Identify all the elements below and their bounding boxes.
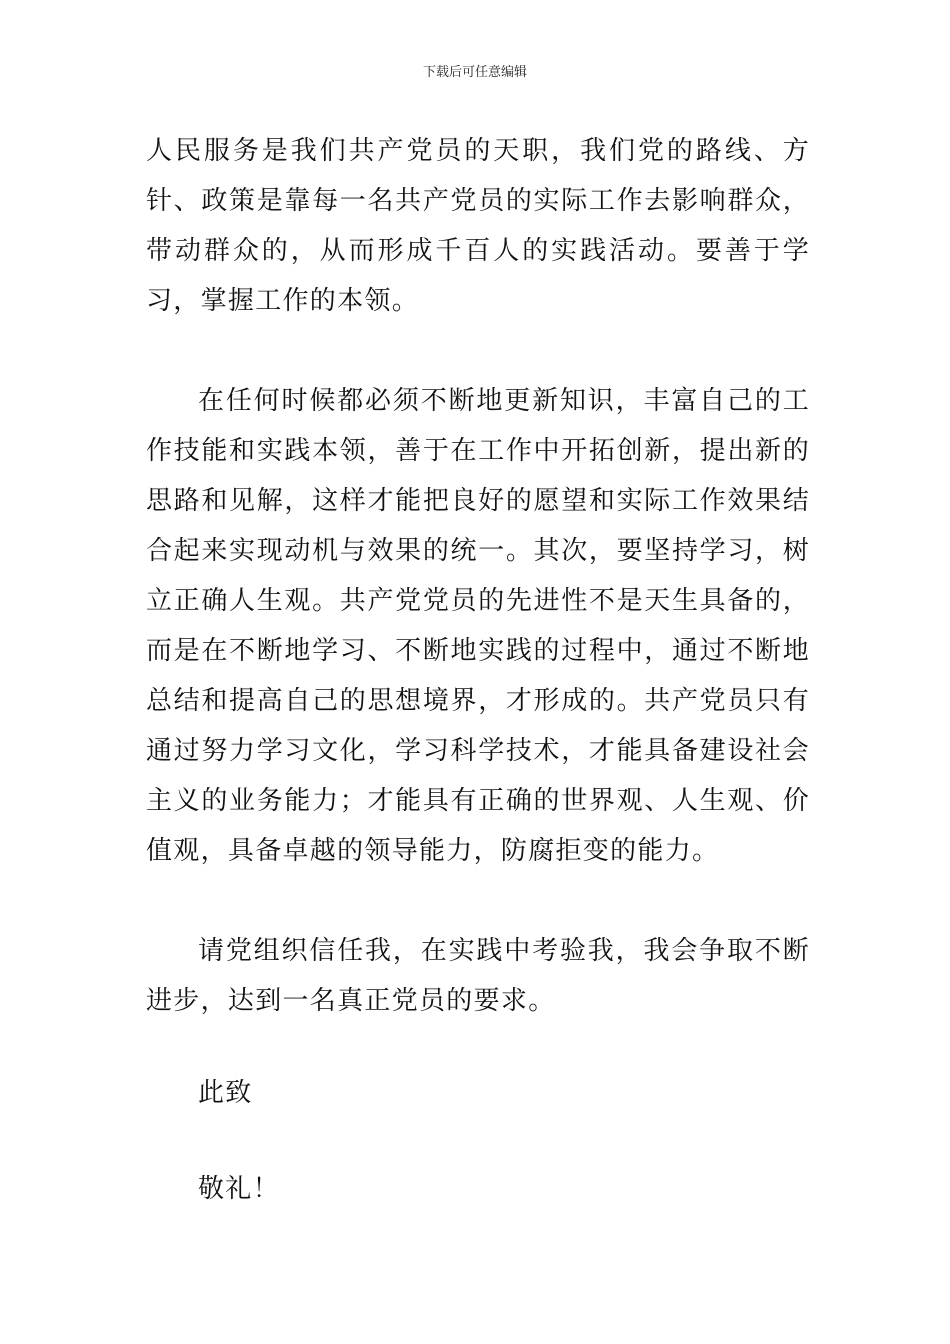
paragraph-request: 请党组织信任我，在实践中考验我，我会争取不断进步，达到一名真正党员的要求。 (146, 936, 810, 1016)
paragraph-continuation: 人民服务是我们共产党员的天职，我们党的路线、方针、政策是靠每一名共产党员的实际工作去影响群众，带动群众的，从而形成千百人的实践活动。要善于学习，掌握工作的本领。 (146, 136, 810, 316)
letter-body (146, 126, 810, 1214)
closing-salutation: 此致 (198, 1078, 253, 1108)
closing-regards: 敬礼！ (198, 1174, 280, 1204)
paragraph-learning: 在任何时候都必须不断地更新知识，丰富自己的工作技能和实践本领，善于在工作中开拓创新，提出新的思路和见解，这样才能把良好的愿望和实际工作效果结合起来实现动机与效果的统一。其次，要坚持学习，树立正确人生观。共产党党员的先进性不是天生具备的，而是在不断地学习、不断地实践的过程中，通过不断地总结和提高自己的思想境界，才形成的。共产党员只有通过努力学习文化，学习科学技术，才能具备建设社会主义的业务能力；才能具有正确的世界观、人生观、价值观，具备卓越的领导能力，防腐拒变的能力。 (146, 386, 810, 866)
header-note: 下载后可任意编辑 (422, 65, 527, 80)
